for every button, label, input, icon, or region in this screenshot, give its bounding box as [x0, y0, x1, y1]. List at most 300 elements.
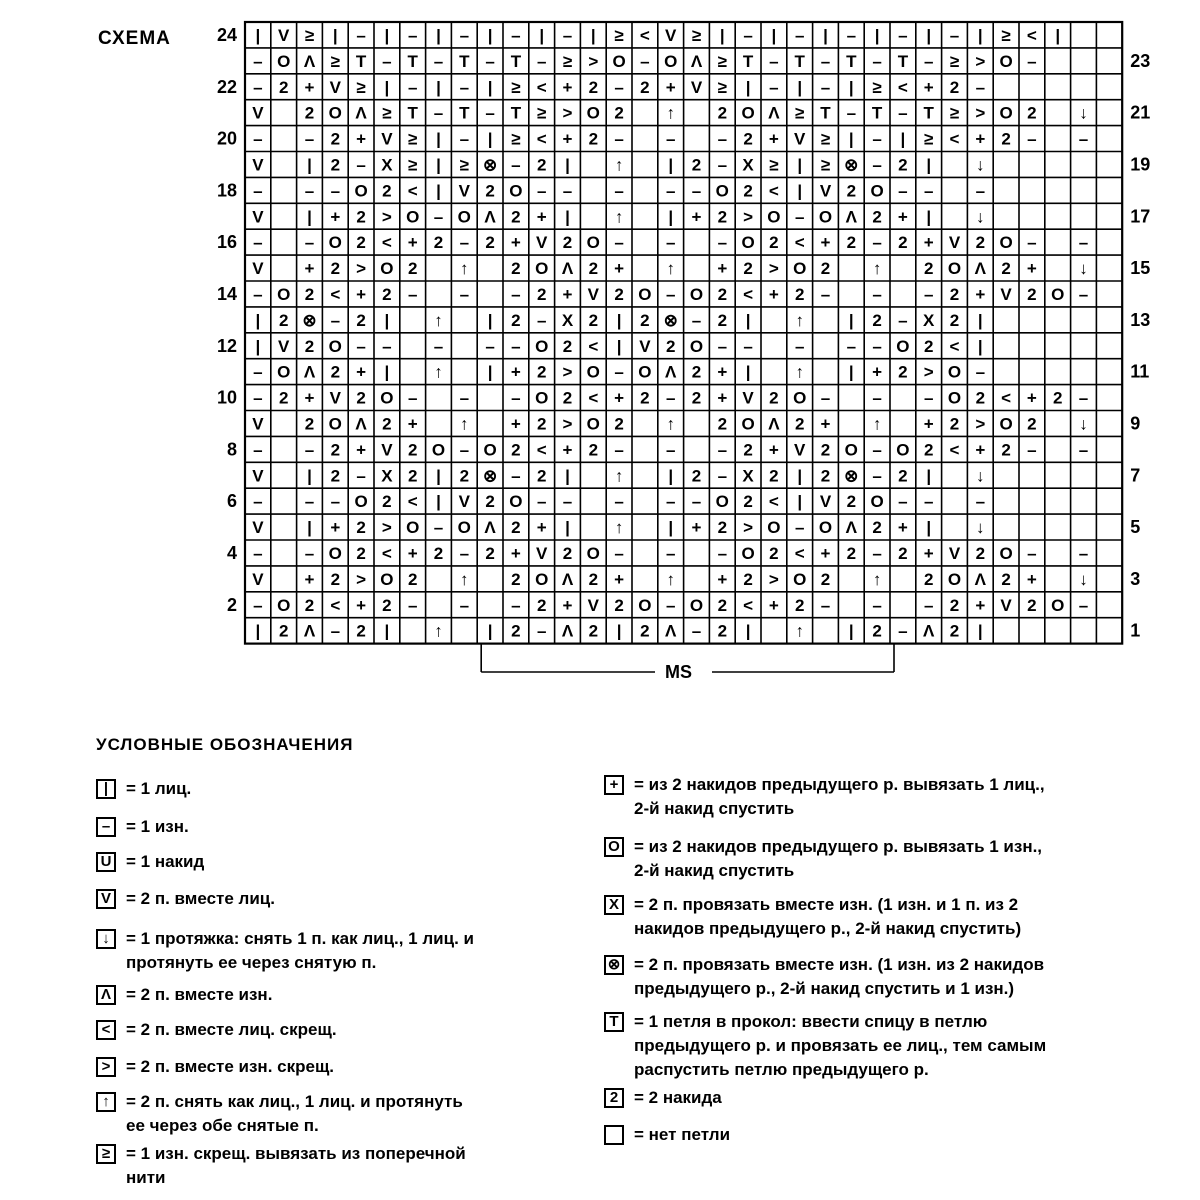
- chart-cell-symbol: V: [948, 233, 961, 253]
- chart-cell-symbol: –: [407, 595, 418, 615]
- chart-cell-symbol: ≥: [717, 51, 727, 71]
- chart-cell-symbol: 2: [304, 595, 315, 615]
- chart-cell-symbol: X: [923, 310, 935, 330]
- chart-cell-symbol: +: [665, 77, 676, 97]
- chart-cell-symbol: O: [535, 388, 549, 408]
- chart-cell-symbol: 2: [304, 103, 315, 123]
- chart-cell-symbol: |: [384, 621, 390, 641]
- row-number-right: 3: [1130, 568, 1141, 589]
- chart-cell-symbol: O: [896, 440, 910, 460]
- chart-cell-symbol: V: [536, 543, 548, 563]
- legend-symbol-icon: Λ: [96, 985, 116, 1005]
- chart-cell-symbol: V: [742, 388, 754, 408]
- chart-cell-symbol: V: [278, 336, 290, 356]
- chart-cell-symbol: ⊗: [844, 155, 859, 175]
- chart-cell-symbol: O: [509, 181, 523, 201]
- chart-cell-symbol: |: [771, 25, 777, 45]
- chart-cell-symbol: <: [330, 284, 341, 304]
- chart-cell-symbol: –: [691, 310, 702, 330]
- legend-item: [96, 887, 566, 911]
- chart-cell-symbol: –: [614, 492, 624, 512]
- chart-cell-symbol: ↓: [1079, 569, 1088, 589]
- legend-text: = 2 п. вместе изн.: [126, 985, 273, 1004]
- chart-cell-symbol: Λ: [303, 621, 316, 641]
- chart-cell-symbol: –: [1078, 388, 1089, 408]
- chart-cell-symbol: +: [768, 284, 779, 304]
- chart-cell-symbol: T: [742, 51, 754, 71]
- chart-cell-symbol: <: [381, 233, 392, 253]
- legend-text: = 1 протяжка: снять 1 п. как лиц., 1 лиц. и протянуть ее через снятую п.: [126, 929, 474, 972]
- chart-cell-symbol: –: [794, 25, 805, 45]
- chart-cell-symbol: O: [870, 492, 884, 512]
- chart-cell-symbol: –: [433, 103, 444, 123]
- chart-cell-symbol: –: [459, 543, 470, 563]
- chart-cell-symbol: |: [848, 362, 854, 382]
- chart-cell-symbol: O: [586, 414, 600, 434]
- chart-cell-symbol: –: [330, 492, 341, 512]
- chart-cell-symbol: 2: [614, 284, 624, 304]
- chart-cell-symbol: 2: [278, 621, 289, 641]
- chart-cell-symbol: 2: [562, 233, 573, 253]
- chart-cell-symbol: T: [820, 103, 831, 123]
- chart-cell-symbol: <: [949, 336, 960, 356]
- chart-cell-symbol: |: [436, 25, 441, 45]
- legend-item: [96, 1055, 566, 1079]
- chart-cell-symbol: +: [820, 233, 831, 253]
- chart-cell-symbol: +: [562, 77, 573, 97]
- chart-cell-symbol: <: [768, 492, 779, 512]
- chart-cell-symbol: O: [431, 440, 446, 460]
- chart-cell-symbol: 2: [872, 518, 882, 538]
- chart-cell-symbol: O: [328, 414, 342, 434]
- chart-cell-symbol: T: [846, 51, 857, 71]
- chart-cell-symbol: –: [872, 336, 882, 356]
- chart-cell-symbol: 2: [820, 440, 831, 460]
- chart-cell-symbol: –: [356, 155, 366, 175]
- chart-cell-symbol: –: [1027, 543, 1037, 563]
- chart-cell-symbol: +: [304, 569, 315, 589]
- chart-cell-symbol: O: [741, 414, 755, 434]
- chart-cell-symbol: –: [898, 181, 908, 201]
- legend-text: = 2 п. вместе лиц.: [126, 889, 275, 908]
- chart-cell-symbol: 2: [511, 518, 521, 538]
- chart-cell-symbol: V: [329, 388, 341, 408]
- chart-cell-symbol: –: [872, 440, 882, 460]
- chart-cell-symbol: Λ: [355, 414, 367, 434]
- legend-item: [96, 1142, 566, 1190]
- chart-cell-symbol: 2: [691, 466, 702, 486]
- chart-cell-symbol: 2: [691, 155, 702, 175]
- chart-cell-symbol: |: [384, 25, 390, 45]
- chart-cell-symbol: |: [436, 129, 441, 149]
- chart-cell-symbol: –: [1027, 51, 1037, 71]
- chart-cell-symbol: +: [562, 440, 573, 460]
- chart-cell-symbol: 2: [382, 595, 392, 615]
- chart-cell-symbol: V: [639, 336, 651, 356]
- chart-cell-symbol: 2: [846, 233, 857, 253]
- chart-cell-symbol: –: [459, 129, 470, 149]
- chart-cell-symbol: T: [923, 103, 934, 123]
- chart-cell-symbol: ↑: [460, 259, 469, 279]
- chart-cell-symbol: ≥: [691, 25, 702, 45]
- chart-cell-symbol: O: [586, 543, 600, 563]
- chart-cell-symbol: –: [1027, 129, 1037, 149]
- chart-cell-symbol: T: [407, 51, 418, 71]
- chart-cell-symbol: 2: [485, 543, 495, 563]
- chart-cell-symbol: –: [536, 51, 547, 71]
- chart-cell-symbol: +: [768, 129, 779, 149]
- chart-cell-symbol: –: [717, 466, 728, 486]
- chart-cell-symbol: +: [614, 259, 625, 279]
- chart-cell-symbol: +: [717, 259, 728, 279]
- chart-cell-symbol: +: [330, 207, 341, 227]
- chart-cell-symbol: –: [433, 518, 444, 538]
- chart-cell-symbol: –: [511, 284, 521, 304]
- chart-cell-symbol: O: [277, 284, 291, 304]
- chart-cell-symbol: –: [485, 103, 495, 123]
- chart-cell-symbol: O: [535, 336, 549, 356]
- chart-cell-symbol: Λ: [923, 621, 935, 641]
- chart-cell-symbol: T: [510, 103, 522, 123]
- chart-cell-symbol: 2: [794, 414, 805, 434]
- legend-text: = 2 п. вместе лиц. скрещ.: [126, 1020, 337, 1039]
- chart-cell-symbol: |: [384, 77, 390, 97]
- chart-cell-symbol: 2: [330, 466, 341, 486]
- chart-cell-symbol: ≥: [511, 129, 521, 149]
- chart-cell-symbol: –: [665, 388, 676, 408]
- legend-text: = 1 изн.: [126, 817, 189, 836]
- chart-cell-symbol: 2: [278, 310, 289, 330]
- chart-cell-symbol: |: [848, 621, 854, 641]
- chart-cell-symbol: 2: [820, 569, 831, 589]
- chart-cell-symbol: ↑: [666, 103, 675, 123]
- legend-text: = из 2 накидов предыдущего р. вывязать 1 лиц., 2-й накид спустить: [634, 775, 1045, 818]
- chart-cell-symbol: –: [820, 51, 831, 71]
- chart-cell-symbol: |: [255, 25, 261, 45]
- chart-cell-symbol: |: [255, 621, 261, 641]
- row-number-left: 22: [216, 76, 237, 97]
- chart-cell-symbol: O: [947, 259, 962, 279]
- chart-cell-symbol: V: [252, 207, 264, 227]
- chart-cell-symbol: ↓: [976, 466, 985, 486]
- chart-cell-symbol: V: [948, 543, 961, 563]
- chart-cell-symbol: 2: [846, 543, 857, 563]
- chart-cell-symbol: O: [741, 543, 755, 563]
- chart-cell-symbol: –: [665, 129, 676, 149]
- chart-cell-symbol: +: [717, 388, 728, 408]
- chart-cell-symbol: –: [382, 336, 392, 356]
- chart-cell-symbol: <: [743, 595, 754, 615]
- chart-cell-symbol: –: [562, 25, 573, 45]
- row-number-left: 4: [226, 542, 237, 563]
- chart-cell-symbol: 2: [769, 388, 779, 408]
- chart-cell-symbol: ↓: [976, 518, 985, 538]
- chart-cell-symbol: –: [794, 518, 805, 538]
- chart-cell-symbol: |: [539, 25, 545, 45]
- chart-cell-symbol: |: [823, 25, 828, 45]
- chart-cell-symbol: 2: [975, 388, 986, 408]
- chart-cell-symbol: 2: [330, 440, 341, 460]
- chart-cell-symbol: –: [253, 77, 263, 97]
- chart-cell-symbol: 2: [485, 181, 495, 201]
- chart-cell-symbol: –: [253, 492, 263, 512]
- chart-cell-symbol: 2: [769, 543, 779, 563]
- chart-cell-symbol: 2: [382, 181, 392, 201]
- chart-cell-symbol: ↑: [460, 414, 469, 434]
- chart-cell-symbol: +: [614, 569, 625, 589]
- chart-cell-symbol: –: [614, 543, 624, 563]
- chart-cell-symbol: 2: [743, 259, 753, 279]
- chart-cell-symbol: –: [743, 25, 753, 45]
- chart-cell-symbol: O: [586, 233, 600, 253]
- chart-cell-symbol: V: [252, 103, 264, 123]
- chart-cell-symbol: 2: [846, 492, 857, 512]
- chart-cell-symbol: |: [668, 466, 674, 486]
- chart-cell-symbol: >: [975, 51, 986, 71]
- legend-symbol-icon: ⊗: [604, 955, 624, 975]
- legend-symbol-icon: ≥: [96, 1144, 116, 1164]
- chart-cell-symbol: ≥: [408, 129, 418, 149]
- chart-cell-symbol: –: [382, 51, 392, 71]
- chart-cell-symbol: 2: [588, 259, 599, 279]
- chart-cell-symbol: ≥: [330, 51, 340, 71]
- chart-cell-symbol: –: [872, 51, 882, 71]
- legend-title: УСЛОВНЫЕ ОБОЗНАЧЕНИЯ: [96, 735, 354, 754]
- chart-cell-symbol: ↓: [976, 207, 985, 227]
- chart-cell-symbol: ≥: [872, 77, 882, 97]
- chart-cell-symbol: –: [304, 181, 315, 201]
- chart-cell-symbol: ⊗: [482, 466, 498, 486]
- chart-cell-symbol: ↓: [976, 155, 985, 175]
- chart-cell-symbol: O: [638, 595, 652, 615]
- legend-item: [604, 1086, 1164, 1110]
- chart-cell-symbol: 2: [459, 466, 470, 486]
- chart-cell-symbol: Λ: [561, 621, 574, 641]
- chart-cell-symbol: O: [586, 103, 600, 123]
- chart-cell-symbol: |: [307, 466, 312, 486]
- chart-cell-symbol: 2: [846, 181, 857, 201]
- chart-cell-symbol: –: [356, 336, 366, 356]
- chart-cell-symbol: 2: [1027, 103, 1037, 123]
- legend-text: = нет петли: [634, 1125, 731, 1144]
- legend-item: [604, 1123, 1164, 1147]
- chart-cell-symbol: –: [511, 336, 521, 356]
- chart-cell-symbol: X: [742, 466, 754, 486]
- chart-cell-symbol: +: [304, 388, 315, 408]
- chart-cell-symbol: 2: [356, 233, 366, 253]
- chart-cell-symbol: 2: [898, 543, 908, 563]
- chart-cell-symbol: |: [307, 155, 312, 175]
- chart-cell-symbol: |: [977, 621, 983, 641]
- chart-cell-symbol: –: [511, 466, 521, 486]
- chart-cell-symbol: Λ: [561, 259, 574, 279]
- chart-cell-symbol: |: [436, 155, 441, 175]
- chart-cell-symbol: –: [820, 284, 831, 304]
- chart-cell-symbol: >: [743, 518, 754, 538]
- chart-cell-symbol: 2: [511, 310, 521, 330]
- chart-cell-symbol: ↑: [872, 569, 882, 589]
- chart-cell-symbol: |: [487, 77, 493, 97]
- chart-cell-symbol: +: [356, 284, 367, 304]
- chart-cell-symbol: –: [1078, 233, 1089, 253]
- chart-cell-symbol: O: [483, 440, 497, 460]
- chart-cell-symbol: O: [277, 51, 291, 71]
- chart-cell-symbol: ↑: [460, 569, 469, 589]
- chart-cell-symbol: +: [691, 207, 702, 227]
- chart-cell-symbol: –: [304, 233, 315, 253]
- legend-item: [96, 927, 566, 975]
- chart-cell-symbol: V: [458, 492, 470, 512]
- chart-cell-symbol: T: [459, 51, 470, 71]
- chart-cell-symbol: –: [898, 103, 908, 123]
- chart-cell-symbol: 2: [356, 518, 366, 538]
- chart-cell-symbol: –: [253, 181, 263, 201]
- chart-cell-symbol: 2: [898, 466, 908, 486]
- chart-cell-symbol: |: [926, 207, 932, 227]
- chart-cell-symbol: 2: [640, 310, 650, 330]
- chart-cell-symbol: 2: [1027, 595, 1037, 615]
- chart-cell-symbol: O: [380, 569, 394, 589]
- chart-cell-symbol: >: [562, 414, 573, 434]
- chart-cell-symbol: |: [307, 518, 312, 538]
- chart-cell-symbol: –: [898, 492, 908, 512]
- chart-cell-symbol: O: [535, 569, 549, 589]
- chart-cell-symbol: ↑: [434, 310, 443, 330]
- chart-cell-symbol: 2: [923, 259, 934, 279]
- chart-cell-symbol: –: [717, 440, 728, 460]
- chart-cell-symbol: <: [588, 388, 599, 408]
- chart-cell-symbol: 2: [717, 518, 728, 538]
- chart-cell-symbol: 2: [433, 233, 444, 253]
- chart-cell-symbol: –: [872, 129, 882, 149]
- chart-cell-symbol: –: [407, 284, 418, 304]
- chart-cell-symbol: –: [665, 284, 676, 304]
- chart-cell-symbol: +: [897, 518, 908, 538]
- chart-cell-symbol: <: [768, 181, 779, 201]
- chart-cell-symbol: –: [253, 595, 263, 615]
- row-number-right: 5: [1130, 517, 1141, 538]
- chart-cell-symbol: –: [614, 233, 624, 253]
- chart-cell-symbol: –: [665, 492, 676, 512]
- chart-cell-symbol: T: [459, 103, 470, 123]
- chart-cell-symbol: ≥: [717, 77, 727, 97]
- chart-cell-symbol: 2: [330, 155, 341, 175]
- chart-cell-symbol: –: [975, 492, 986, 512]
- chart-cell-symbol: |: [668, 518, 674, 538]
- chart-cell-symbol: <: [536, 129, 547, 149]
- chart-cell-symbol: |: [848, 129, 854, 149]
- chart-cell-symbol: Λ: [484, 207, 496, 227]
- chart-cell-symbol: 2: [382, 492, 392, 512]
- chart-cell-symbol: –: [665, 595, 676, 615]
- chart-cell-symbol: 2: [304, 414, 315, 434]
- chart-cell-symbol: <: [639, 25, 650, 45]
- legend-text: = 1 петля в прокол: ввести спицу в петлю предыдущего р. и провязать ее лиц., тем самым распустить петлю предыдущего р.: [634, 1012, 1047, 1079]
- chart-cell-symbol: ⊗: [844, 466, 859, 486]
- chart-cell-symbol: X: [381, 466, 393, 486]
- chart-cell-symbol: –: [949, 25, 960, 45]
- chart-cell-symbol: O: [947, 569, 962, 589]
- chart-cell-symbol: X: [381, 155, 393, 175]
- chart-cell-symbol: +: [510, 414, 521, 434]
- chart-cell-symbol: 2: [949, 77, 960, 97]
- chart-cell-symbol: V: [536, 233, 548, 253]
- chart-cell-symbol: –: [1027, 233, 1037, 253]
- chart-cell-symbol: 2: [588, 440, 599, 460]
- chart-cell-symbol: –: [433, 207, 444, 227]
- chart-cell-symbol: O: [380, 259, 394, 279]
- chart-cell-symbol: 2: [794, 284, 805, 304]
- chart-cell-symbol: |: [926, 25, 932, 45]
- chart-cell-symbol: |: [384, 310, 390, 330]
- chart-cell-symbol: >: [743, 207, 754, 227]
- chart-cell-symbol: –: [1078, 129, 1089, 149]
- chart-cell-symbol: –: [717, 155, 728, 175]
- legend-text: = 1 лиц.: [126, 779, 192, 798]
- chart-cell-symbol: –: [459, 77, 470, 97]
- chart-cell-symbol: 2: [949, 595, 960, 615]
- chart-cell-symbol: –: [794, 207, 805, 227]
- chart-cell-symbol: ↑: [872, 259, 882, 279]
- chart-cell-symbol: V: [252, 259, 264, 279]
- chart-cell-symbol: Λ: [665, 621, 677, 641]
- chart-cell-symbol: |: [668, 207, 674, 227]
- chart-cell-symbol: 2: [717, 310, 728, 330]
- chart-cell-symbol: –: [485, 336, 495, 356]
- chart-cell-symbol: –: [769, 77, 779, 97]
- chart-cell-symbol: |: [719, 25, 725, 45]
- chart-cell-symbol: 2: [769, 233, 779, 253]
- chart-cell-symbol: O: [328, 543, 342, 563]
- chart-cell-symbol: O: [999, 233, 1013, 253]
- chart-cell-symbol: 2: [665, 336, 676, 356]
- legend-symbol-icon: +: [604, 775, 624, 795]
- chart-cell-symbol: –: [975, 77, 986, 97]
- chart-cell-symbol: +: [897, 207, 908, 227]
- chart-cell-symbol: O: [793, 259, 807, 279]
- chart-cell-symbol: 2: [562, 336, 573, 356]
- chart-cell-symbol: Λ: [845, 518, 857, 538]
- chart-cell-symbol: 2: [407, 466, 418, 486]
- chart-cell-symbol: –: [846, 336, 857, 356]
- chart-cell-symbol: 2: [898, 155, 908, 175]
- chart-cell-symbol: –: [485, 51, 495, 71]
- chart-cell-symbol: ≥: [769, 155, 779, 175]
- chart-cell-symbol: –: [923, 388, 934, 408]
- chart-cell-symbol: –: [1027, 440, 1037, 460]
- ms-label: MS: [665, 662, 692, 682]
- legend-symbol-icon: T: [604, 1012, 624, 1032]
- legend-text: = 2 накида: [634, 1088, 722, 1107]
- chart-cell-symbol: –: [459, 595, 470, 615]
- chart-cell-symbol: 2: [330, 362, 341, 382]
- chart-cell-symbol: 2: [536, 362, 547, 382]
- chart-cell-symbol: 2: [949, 414, 960, 434]
- chart-cell-symbol: Λ: [303, 362, 316, 382]
- chart-cell-symbol: –: [743, 336, 753, 356]
- chart-cell-symbol: O: [457, 207, 471, 227]
- chart-cell-symbol: 2: [278, 388, 289, 408]
- chart-cell-symbol: –: [923, 492, 934, 512]
- chart-cell-symbol: 2: [691, 362, 702, 382]
- chart-cell-symbol: 2: [588, 310, 599, 330]
- chart-cell-symbol: T: [871, 103, 883, 123]
- chart-cell-symbol: ≥: [820, 155, 831, 175]
- chart-cell-symbol: ↑: [614, 207, 624, 227]
- chart-cell-symbol: 2: [536, 414, 547, 434]
- chart-cell-symbol: +: [975, 440, 986, 460]
- chart-cell-symbol: ↑: [614, 155, 624, 175]
